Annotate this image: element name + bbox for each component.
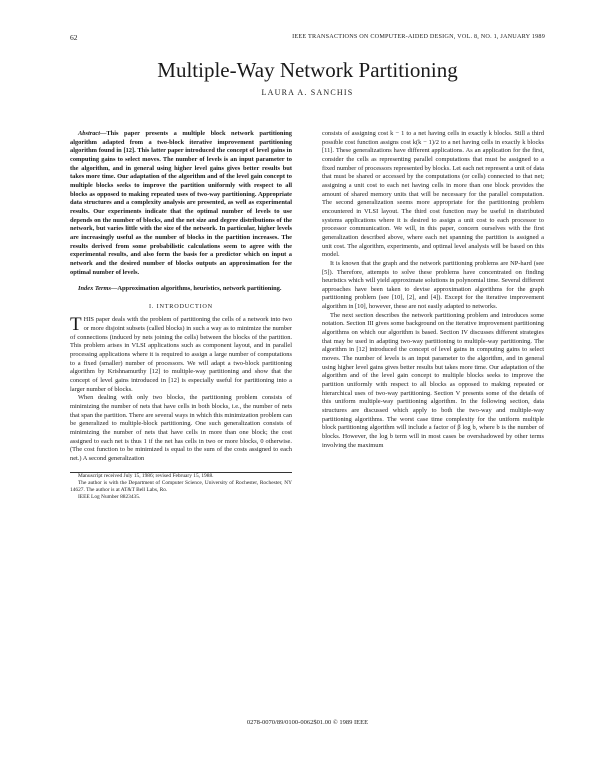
right-paragraph-3: The next section describes the network partitioning problem and introduces some notation. Section III gives some background on the iterative improvement partitioning algorithms on which our algorithm is based. Section IV discusses different strategies that may be used in adapting two-way partitioning to multiple-way partitioning. The algorithm in [12] introduced the concept of level gains in computing gains to select moves. The number of levels is an input parameter to the algorithm, and in general using higher level gains gives better results but takes more time. Our adaptation of the algorithm and of the level gain concept to multiple blocks seeks to improve the partition uniformly with respect to all blocks as opposed to making repeated or hierarchical uses of two-way partitioning. Section V presents some of the details of this uniform multiple-way partitioning algorithm. In the following section, data structures are discussed which apply to both the two-way and multiple-way partitioning algorithms. The worst case time complexity for the uniform multiple block partitioning algorithm will include a factor of β log b, where b is the number of blocks. However, the log b term will in most cases be overshadowed by other terms involving the maximum [322,311,544,449]
copyright-line: 0278-0070/89/0100-0062$01.00 © 1989 IEEE [246,719,369,726]
index-terms-text: —Approximation algorithms, heuristics, network partitioning. [110,285,282,293]
right-paragraph-1: consists of assigning cost k − 1 to a net having cells in exactly k blocks. Still a third possible cost function assigns cost k(k − 1)/2 to a net having cells in exactly k blocks [11]. These generalizations have different applications. As an application for the first, consider the cells as representing parallel computations that must be assigned to a fixed number of processors represented by blocks. Let each net represent a unit of data that must be shared or accessed by the computations (or cells) connected to that net; assigning a unit cost to each net having cells in more than one block provides the amount of shared memory units that will be necessary for the parallel computation. The second generalization seems more appropriate for the partitioning problem encountered in VLSI layout. The third cost function may be useful in distributed systems applications where it is desired to assign a unit cost to each processor to processor communication. We will, in this paper, concern ourselves with the first generalization described above, where each net spanning the partition is assigned a unit cost. The algorithm, experiments, and optimal level analysis will be based on this model. [322,130,544,259]
section-heading: I. INTRODUCTION [149,302,213,310]
right-column [322,130,544,450]
page-number: 62 [70,33,78,42]
index-terms [70,285,292,294]
index-terms-label: Index Terms [78,285,111,293]
footnote-affiliation: The author is with the Department of Computer Science, University of Rochester, Rochester, NY 14627. The author is at AT&T Bell Labs, Ro. [70,479,292,493]
abstract-text: —This paper presents a multiple block network partitioning algorithm adapted from a two-block iterative improvement partitioning algorithm found in [12]. This latter paper introduced the concept of level gains in computing gains to select moves. The number of levels is an input parameter to the algorithm, and in general using higher level gains gives better results but takes more time. Our adaptation of the algorithm and of the level gain concept to multiple blocks seeks to improve the partition uniformly with respect to all blocks as opposed to making repeated uses of two-way partitioning. Appropriate data structures and a complexity analysis are presented, as well as experimental results. Our experiments indicate that the optimal number of levels to use depends on the number of blocks, and the net size and degree distributions of the network, but varies little with the size of the network. In particular, higher levels are increasingly useful as the number of blocks in the partition increases. The results derived from some probabilistic calculations seem to agree with the experimental results, and also form the basis for a predictor which on input a network and the desired number of blocks outputs an approximation for the optimal number of levels. [70,130,292,276]
abstract-label: Abstract [78,130,101,137]
intro-paragraph-1 [70,316,292,394]
abstract [70,130,292,277]
left-column [70,130,292,501]
footnote-log: IEEE Log Number 8823435. [78,493,141,500]
right-paragraph-2: It is known that the graph and the network partitioning problems are NP-hard (see [5]). Therefore, attempts to solve these problems have concentrated on finding heuristics which will yield approximate solutions in polynomial time. Several different approaches have been taken to devise approximation algorithms for the graph partitioning problem (see [10], [2], and [4]). Except for the iterative improvement algorithm in [10], however, these are not easily adapted to networks. [322,259,544,311]
footnote-received: Manuscript received July 15, 1986; revised February 15, 1988. [78,472,214,479]
drop-cap: T [70,314,82,336]
journal-title: IEEE TRANSACTIONS ON COMPUTER-AIDED DESIGN, VOL. 8, NO. 1, JANUARY 1989 [292,33,545,40]
paper-title: Multiple-Way Network Partitioning [157,58,458,82]
author-name: LAURA A. SANCHIS [261,88,354,97]
intro-paragraph-1-text: HIS paper deals with the problem of partitioning the cells of a network into two or more disjoint subsets (called blocks) in such a way as to minimize the number of connections (induced by nets joining the cells) between the blocks of the partition. This problem arises in VLSI applications such as component layout, and in parallel processing applications where it is required to assign a large number of computations to a fixed (smaller) number of processors. We will adapt a two-block partitioning algorithm by Krishnamurthy [12] to multiple-way partitioning and show that the concept of level gains introduced in [12] is especially useful for partitioning into a larger number of blocks. [70,316,292,393]
intro-paragraph-2: When dealing with only two blocks, the partitioning problem consists of minimizing the number of nets that have cells in both blocks, i.e., the number of nets that span the partition. There are several ways in which this minimization problem can be generalized to multiple-block partitioning. One such generalization consists of minimizing the number of nets that have cells in more than one block; the cost assigned to each net is thus 1 if the net has cells in two or more blocks, 0 otherwise. (The cost function to be minimized is equal to the sum of the costs assigned to each net.) A second generalization [70,394,292,462]
